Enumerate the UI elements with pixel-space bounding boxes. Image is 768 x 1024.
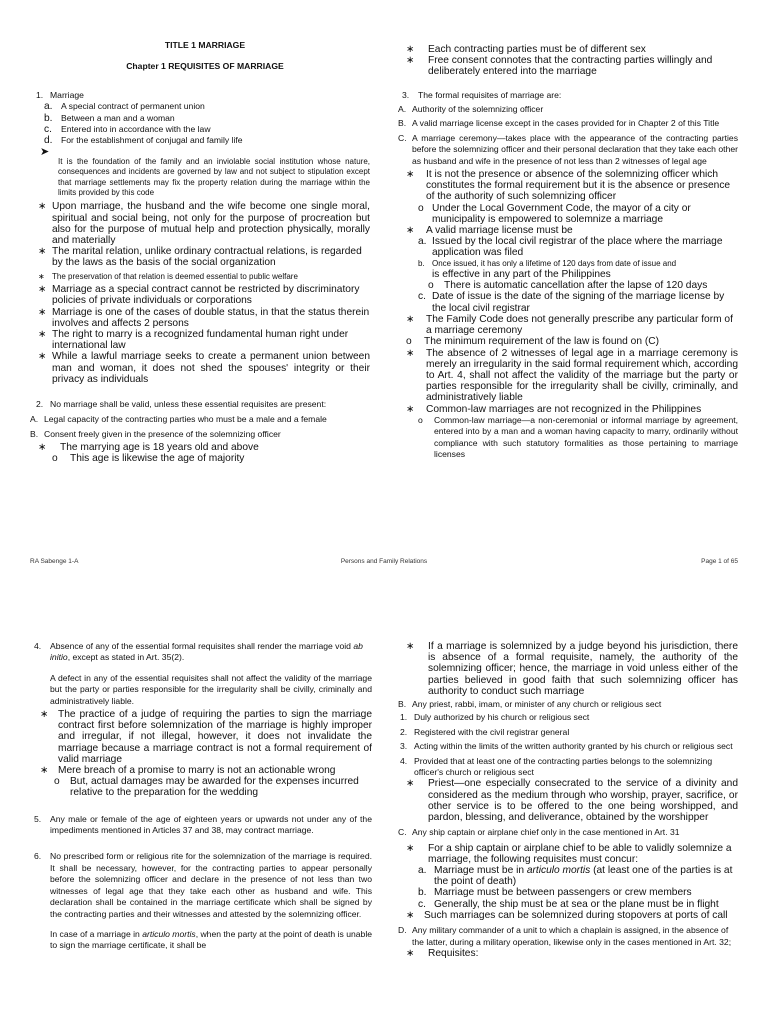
bullet-icon: ∗ bbox=[38, 306, 47, 318]
paragraph: A defect in any of the essential requisites shall not affect the validity of the marriage but the party or parties responsible for the irregularity shall be civilly, criminally and administratively liable. bbox=[50, 672, 372, 706]
bullet-item: ∗ The absence of 2 witnesses of legal age in a marriage ceremony is merely an irregularity in the said formal requirement which, according to Art. 4, shall not affect the validity of the marriage but the party or parties responsible for the irregularity shall be civilly, criminally, and administratively liable bbox=[406, 347, 738, 404]
bullet-icon: ∗ bbox=[406, 778, 415, 790]
list-item: c. Date of issue is the date of the signing of the marriage license by the local civil registrar bbox=[418, 291, 725, 314]
list-item: a. Marriage must be in articulo mortis (at least one of the parties is at the point of death) bbox=[418, 865, 733, 888]
list-item-continuation: is effective in any part of the Philippines bbox=[432, 269, 611, 281]
bullet-item: ∗ Requisites: bbox=[406, 947, 479, 959]
bullet-icon: ∗ bbox=[40, 709, 49, 721]
bullet-item: ∗ The Family Code does not generally prescribe any particular form of a marriage ceremony bbox=[406, 313, 733, 337]
sub-bullet-item: o This age is likewise the age of majority bbox=[52, 453, 245, 465]
section-2-heading: 2. No marriage shall be valid, unless these essential requisites are present: bbox=[36, 398, 327, 409]
list-item: a. A special contract of permanent union bbox=[44, 101, 205, 113]
page2-right-column bbox=[398, 641, 738, 959]
bullet-item: ∗ A valid marriage license must be bbox=[406, 225, 573, 237]
list-item: D. Any military commander of a unit to which a chaplain is assigned, in the absence of the latter, during a military operation, likewise only in the cases mentioned in Art. 32; bbox=[398, 925, 732, 947]
list-item: A. Legal capacity of the contracting parties who must be a male and a female bbox=[30, 414, 327, 425]
circle-bullet-icon: o bbox=[418, 414, 423, 425]
bullet-item: ∗ For a ship captain or airplane chief to be able to validly solemnize a marriage, the following requisites must concur: bbox=[406, 842, 732, 865]
bullet-item: ∗ While a lawful marriage seeks to create a permanent union between man and woman, it does not shed the spouses' integrity or their privacy as individuals bbox=[38, 351, 370, 385]
section-5: 5. Any male or female of the age of eighteen years or upwards not under any of the impediments mentioned in Articles 37 and 38, may contract marriage. bbox=[34, 813, 372, 836]
title: TITLE 1 MARRIAGE bbox=[164, 40, 246, 50]
page-2 bbox=[0, 625, 768, 1024]
list-item: a. Issued by the local civil registrar of the place where the marriage application was filed bbox=[418, 236, 723, 259]
bullet-icon: ∗ bbox=[406, 169, 415, 181]
bullet-item: ∗ Priest—one especially consecrated to the service of a divinity and considered as the medium through who worship, prayer, sacrifice, or other service is to be offered to the one being worshipped, and pardon, blessing, and deliverance, obtained by the worshipper bbox=[406, 778, 738, 824]
circle-bullet-icon: o bbox=[418, 202, 424, 214]
list-item: 1. Duly authorized by his church or religious sect bbox=[400, 712, 590, 723]
bullet-icon: ∗ bbox=[38, 246, 47, 258]
sub-bullet-item: o There is automatic cancellation after the lapse of 120 days bbox=[428, 280, 708, 292]
footer-page-number: Page 1 of 65 bbox=[701, 558, 738, 565]
footer-center: Persons and Family Relations bbox=[340, 558, 428, 565]
bullet-item: ∗ Free consent connotes that the contracting parties willingly and deliberately entered into the marriage bbox=[406, 55, 713, 78]
bullet-item: ∗ It is not the presence or absence of the solemnizing officer which constitutes the formal requirement but it is the absence or presence of the authority of such solemnizing officer bbox=[406, 169, 731, 203]
bullet-icon: ∗ bbox=[38, 442, 47, 454]
bullet-icon: ∗ bbox=[38, 351, 47, 363]
list-item: 3. Acting within the limits of the written authority granted by his church or religious sect bbox=[400, 741, 733, 752]
section-4-heading: 4. Absence of any of the essential formal requisites shall render the marriage void ab initio, except as stated in Art. 35(2). bbox=[34, 641, 363, 663]
bullet-icon: ∗ bbox=[406, 313, 415, 325]
bullet-icon: ∗ bbox=[406, 55, 415, 67]
bullet-icon: ∗ bbox=[40, 765, 49, 777]
list-item: c. Entered into in accordance with the law bbox=[44, 124, 211, 136]
bullet-item: ∗ If a marriage is solemnized by a judge beyond his jurisdiction, there is absence of a formal requisite, namely, the authority of the solemnizing officer; hence, the marriage in void unless either of the parties believed in good faith that such solemnizing officer has authority to conduct such marriage bbox=[406, 641, 738, 697]
footer-left: RA Sabenge 1-A bbox=[30, 558, 79, 565]
bullet-item: ∗ Common-law marriages are not recognized in the Philippines bbox=[406, 403, 702, 415]
list-item: A. Authority of the solemnizing officer bbox=[398, 104, 544, 115]
list-item: d. For the establishment of conjugal and family life bbox=[44, 135, 243, 147]
arrow-item: ➤ It is the foundation of the family and an inviolable social institution whose nature, consequences and incidents are governed by law and not subject to stipulation except that marriage settlements may fix the property relation during the marriage within the limits provided by this code bbox=[40, 145, 370, 198]
list-item: B. Consent freely given in the presence of the solemnizing officer bbox=[30, 428, 281, 439]
bullet-icon: ∗ bbox=[406, 347, 415, 359]
page2-left-column bbox=[30, 641, 372, 952]
bullet-item: ∗ Such marriages can be solemnized during stopovers at ports of call bbox=[406, 909, 728, 921]
circle-bullet-icon: o bbox=[406, 336, 412, 348]
list-item: b. Once issued, it has only a lifetime of 120 days from date of issue and bbox=[418, 258, 677, 268]
bullet-item: ∗ Each contracting parties must be of different sex bbox=[406, 44, 646, 55]
list-item: b. Marriage must be between passengers or crew members bbox=[418, 887, 692, 899]
list-item: C. Any ship captain or airplane chief only in the case mentioned in Art. 31 bbox=[398, 827, 680, 838]
bullet-icon: ∗ bbox=[38, 328, 47, 340]
sub-bullet-item: o But, actual damages may be awarded for the expenses incurred relative to the preparation for the wedding bbox=[54, 776, 359, 799]
bullet-icon: ∗ bbox=[406, 947, 415, 959]
bullet-icon: ∗ bbox=[38, 284, 47, 296]
section-1-heading: 1. Marriage bbox=[36, 89, 84, 100]
page1-right-column bbox=[398, 44, 738, 460]
circle-bullet-icon: o bbox=[428, 280, 434, 292]
sub-bullet-item: o Common-law marriage—a non-ceremonial or informal marriage by agreement, entered into by a man and a woman having capacity to marry, ordinarily without compliance with such statutory formalities as those pertaining to marriage licenses bbox=[418, 414, 738, 459]
list-item: B. A valid marriage license except in the cases provided for in Chapter 2 of this Title bbox=[398, 118, 720, 129]
bullet-item: ∗ Marriage is one of the cases of double status, in that the status therein involves and affects 2 persons bbox=[38, 306, 370, 329]
paragraph: In case of a marriage in articulo mortis, when the party at the point of death is unable to sign the marriage certificate, it shall be bbox=[50, 928, 373, 951]
bullet-icon: ∗ bbox=[38, 271, 45, 281]
bullet-item: ∗ The marrying age is 18 years old and above bbox=[38, 442, 259, 454]
section-3-heading: 3. The formal requisites of marriage are: bbox=[402, 89, 562, 100]
bullet-item: ∗ The preservation of that relation is deemed essential to public welfare bbox=[38, 271, 298, 281]
page-gap bbox=[0, 582, 768, 624]
bullet-icon: ∗ bbox=[406, 403, 415, 415]
bullet-icon: ∗ bbox=[406, 842, 415, 854]
list-item: 2. Registered with the civil registrar general bbox=[400, 726, 570, 737]
arrow-icon: ➤ bbox=[40, 145, 50, 158]
page1-left-column bbox=[30, 40, 370, 465]
bullet-icon: ∗ bbox=[406, 641, 415, 652]
bullet-icon: ∗ bbox=[406, 225, 415, 237]
list-item: 4. Provided that at least one of the contracting parties belongs to the solemnizing officer's church or religious sect bbox=[400, 755, 713, 778]
bullet-icon: ∗ bbox=[406, 909, 415, 921]
bullet-item: ∗ Mere breach of a promise to marry is not an actionable wrong bbox=[40, 765, 336, 777]
chapter-heading: Chapter 1 REQUISITES OF MARRIAGE bbox=[126, 61, 284, 72]
list-item: C. A marriage ceremony—takes place with the appearance of the contracting parties before the solemnizing officer and their personal declaration that they take each other as husband and wife in the presence of not less than 2 witnesses of legal age bbox=[398, 132, 738, 166]
circle-bullet-icon: o bbox=[52, 453, 58, 465]
bullet-item: ∗ The practice of a judge of requiring the parties to sign the marriage contract first before solemnization of the marriage is highly improper and irregular, if not illegal, however, it does not invalidate the marriage because a marriage contract is not a formal requirement of valid marriage bbox=[40, 709, 372, 765]
list-item: B. Any priest, rabbi, imam, or minister of any church or religious sect bbox=[398, 699, 662, 710]
bullet-item: ∗ Marriage as a special contract cannot be restricted by discriminatory policies of private individuals or corporations bbox=[38, 284, 360, 307]
bullet-item: ∗ The marital relation, unlike ordinary contractual relations, is regarded by the laws as the basis of the social organization bbox=[38, 246, 362, 269]
section-6: 6. No prescribed form or religious rite for the solemnization of the marriage is required. It shall be necessary, however, for the contracting parties to appear personally before the solemnizing officer and declare in the presence of not less than two witnesses of legal age that they take each other as husband and wife. This declaration shall be contained in the marriage certificate which shall be signed by the contracting parties and their witnesses and attested by the solemnizing officer. bbox=[34, 851, 372, 919]
list-item: c. Generally, the ship must be at sea or the plane must be in flight bbox=[418, 898, 719, 910]
bullet-item: ∗ Upon marriage, the husband and the wife become one single moral, spiritual and social being, not only for the purpose of procreation but also for the purpose of mutual help and protection physically, morally and materially bbox=[38, 201, 370, 247]
list-item: b. Between a man and a woman bbox=[44, 112, 175, 124]
bullet-item: ∗ The right to marry is a recognized fundamental human right under international law bbox=[38, 328, 349, 352]
bullet-icon: ∗ bbox=[38, 201, 47, 213]
bullet-icon: ∗ bbox=[406, 44, 415, 55]
circle-bullet-icon: o bbox=[54, 776, 60, 788]
sub-bullet-item: o Under the Local Government Code, the mayor of a city or municipality is empowered to solemnize a marriage bbox=[418, 202, 691, 225]
sub-bullet-item: o The minimum requirement of the law is found on (C) bbox=[406, 336, 659, 348]
